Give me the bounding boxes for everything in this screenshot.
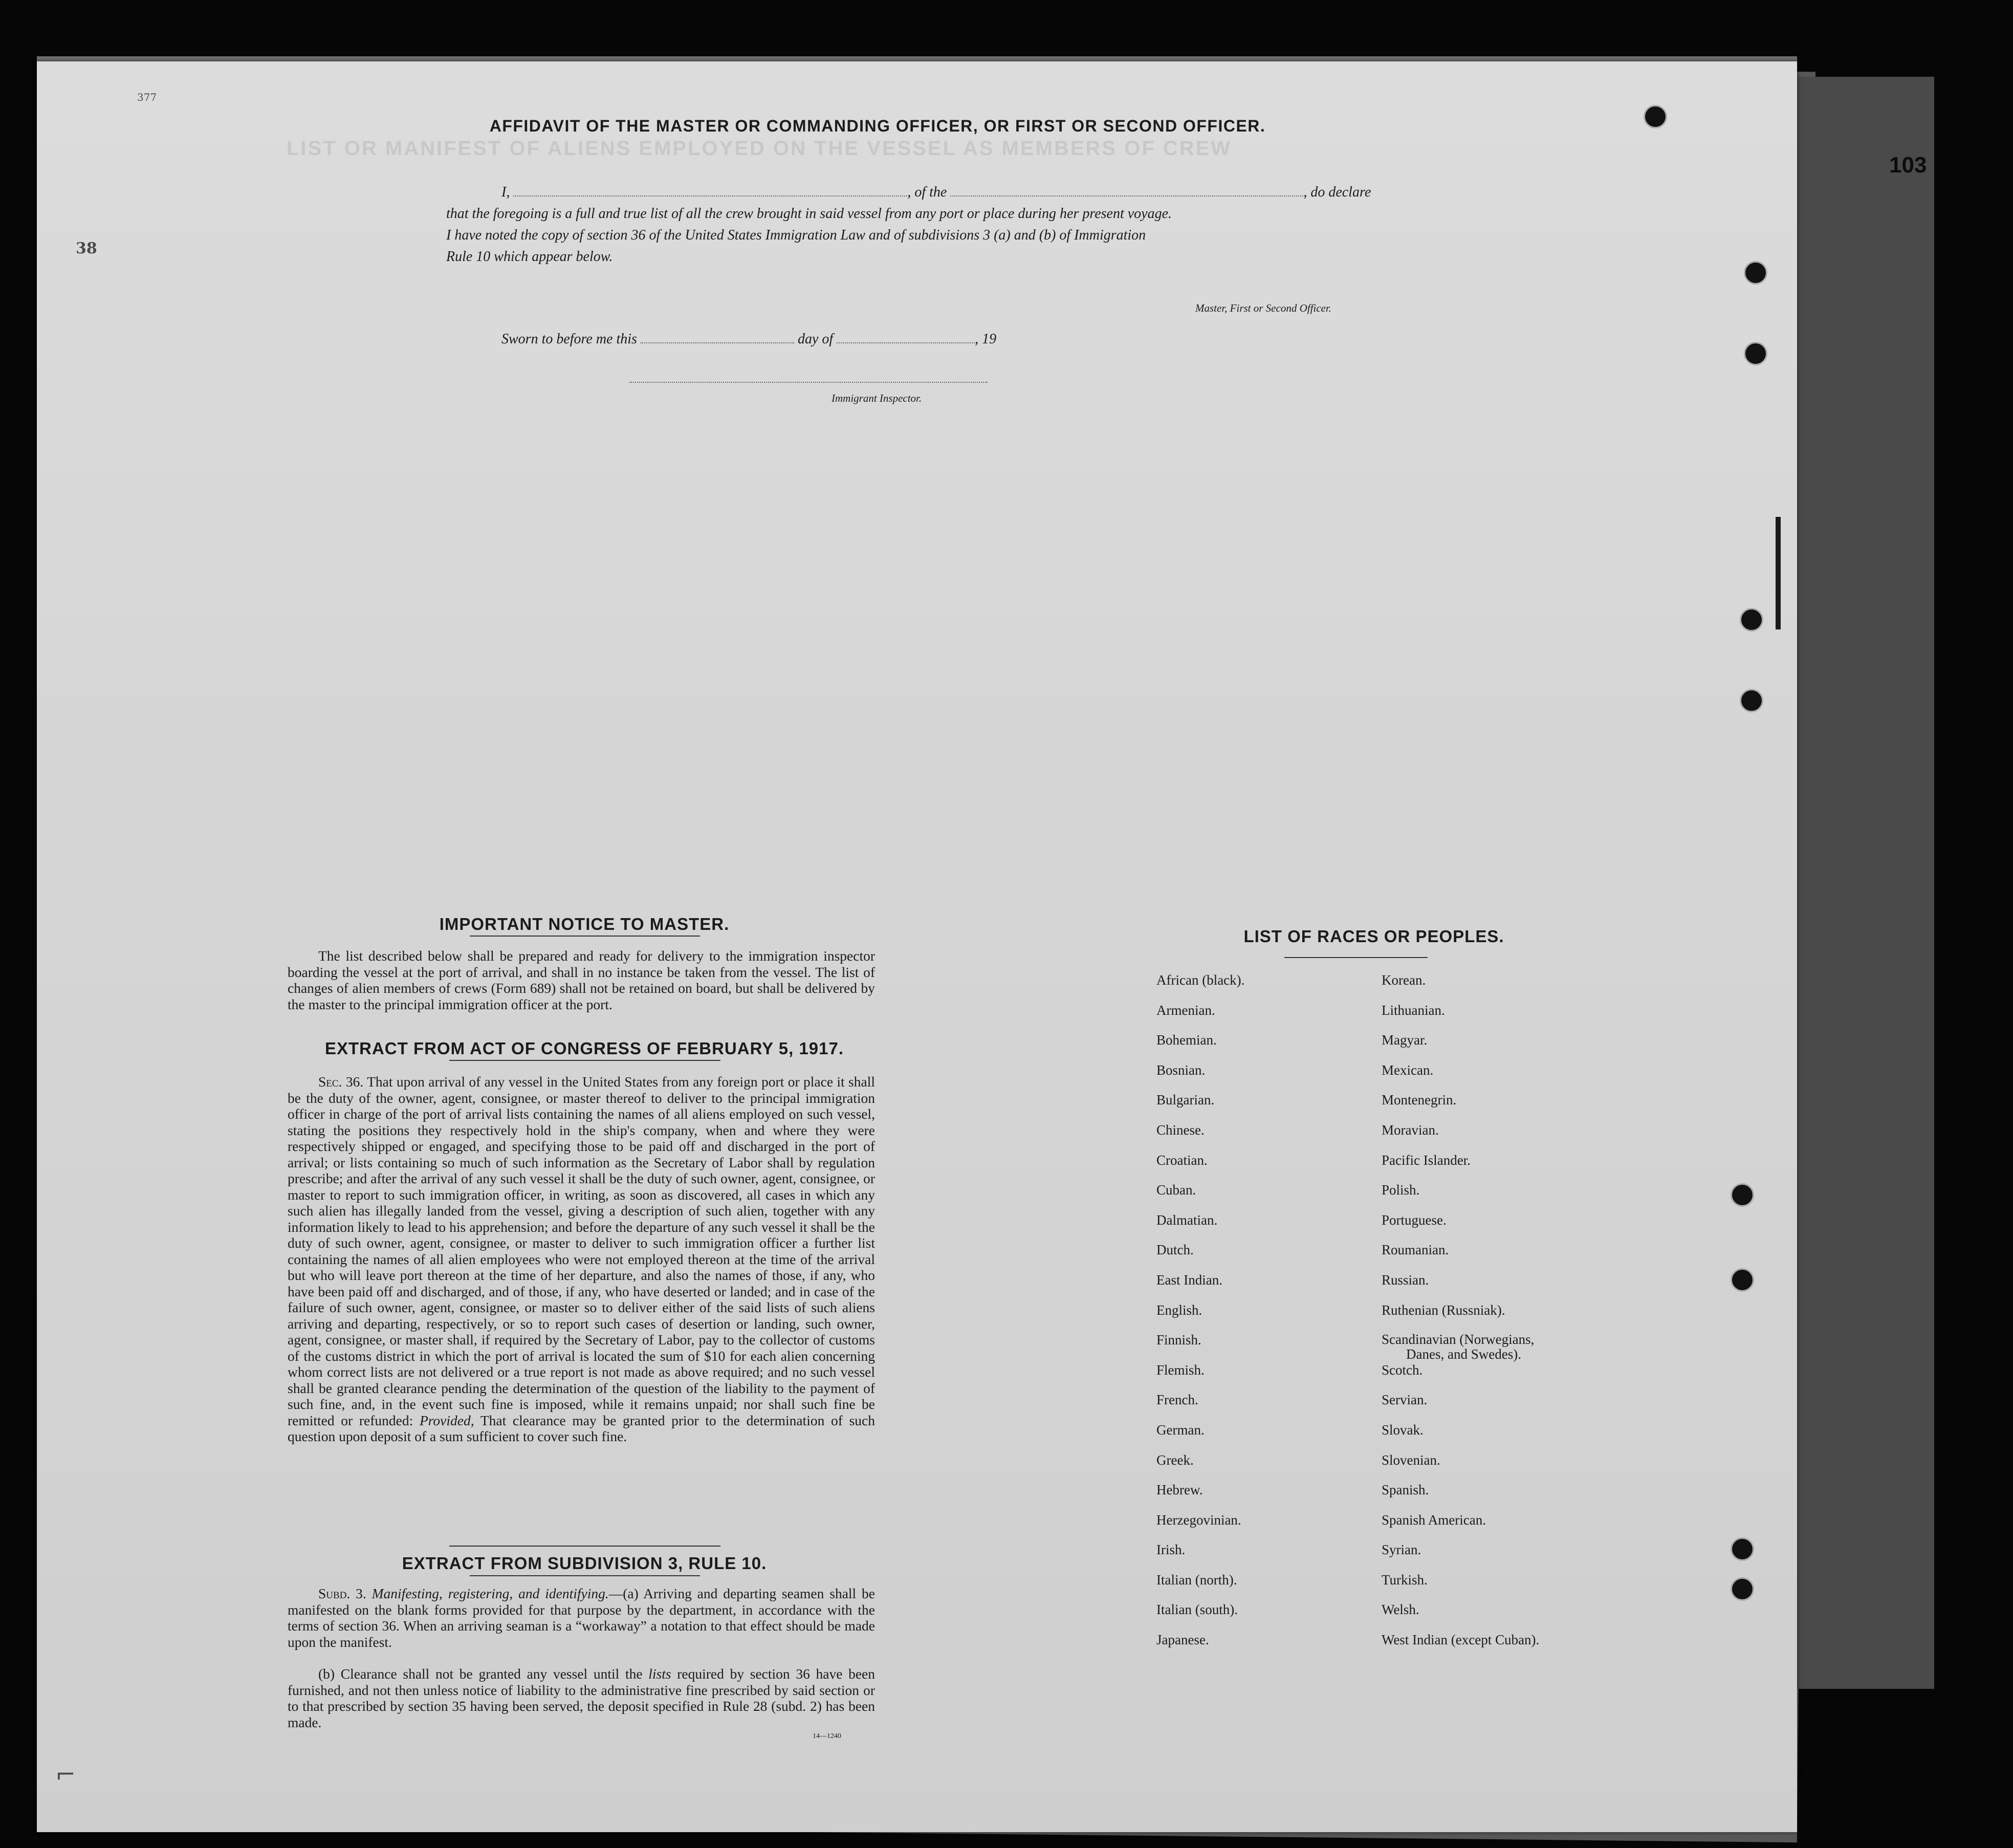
race-item: German.	[1156, 1422, 1205, 1438]
race-item: Bohemian.	[1156, 1032, 1217, 1048]
race-item: Herzegovinian.	[1156, 1512, 1241, 1528]
race-item: Cuban.	[1156, 1182, 1196, 1198]
race-item: Syrian.	[1382, 1542, 1421, 1558]
race-item: Montenegrin.	[1382, 1092, 1457, 1108]
extract-rule-subd-a	[288, 1585, 875, 1650]
race-item: Bulgarian.	[1156, 1092, 1215, 1108]
divider	[1284, 957, 1428, 958]
divider	[449, 1546, 720, 1547]
affidavit-line-1	[501, 184, 1371, 201]
vessel-blank[interactable]	[950, 191, 1303, 197]
binder-hole	[1731, 1268, 1754, 1292]
day-blank[interactable]	[641, 338, 794, 343]
binder-hole	[1731, 1537, 1754, 1561]
sec-label: Sec. 36.	[318, 1074, 364, 1090]
race-item: Croatian.	[1156, 1152, 1208, 1168]
race-item: Armenian.	[1156, 1002, 1215, 1018]
subd-b-text-2: required by section 36 have been furnished, and not then unless notice of liability to the administrative fine prescribed by said section or to that prescribed by section 35 having been served, the deposit specified in Rule 28 (subd. 2) has been made.	[288, 1666, 876, 1730]
affidavit-do-declare: , do declare	[1303, 184, 1371, 200]
binder-hole	[1740, 689, 1763, 712]
margin-stroke	[1776, 517, 1781, 629]
races-title: LIST OF RACES OR PEOPLES.	[1243, 927, 1504, 946]
races-left-column	[1156, 972, 1244, 1662]
sworn-line	[501, 331, 996, 347]
race-item: Scotch.	[1382, 1362, 1423, 1378]
name-blank[interactable]	[513, 191, 907, 197]
race-item: Korean.	[1382, 972, 1426, 988]
left-margin-mark: 38	[76, 240, 97, 257]
race-item: Scandinavian (Norwegians,	[1382, 1332, 1535, 1347]
race-item-scandinavian	[1382, 1332, 1539, 1362]
race-item: Mexican.	[1382, 1062, 1434, 1078]
affidavit-line-3: I have noted the copy of section 36 of the United States Immigration Law and of subdivisions 3 (a) and (b) of Immigration	[446, 227, 1146, 243]
race-item: Roumanian.	[1382, 1242, 1449, 1258]
race-item: English.	[1156, 1302, 1202, 1318]
race-item: West Indian (except Cuban).	[1382, 1632, 1540, 1648]
subd-b-lists: lists	[648, 1666, 671, 1682]
race-item: French.	[1156, 1392, 1198, 1408]
provided-word: Provided,	[419, 1412, 474, 1428]
race-item: Portuguese.	[1382, 1212, 1447, 1228]
inspector-signature-label: Immigrant Inspector.	[832, 392, 922, 404]
race-item: Turkish.	[1382, 1572, 1428, 1588]
subd-label: Subd. 3.	[318, 1585, 366, 1601]
race-item: Italian (south).	[1156, 1602, 1238, 1618]
sworn-year: , 19	[975, 331, 997, 347]
extract-act-body: That upon arrival of any vessel in the United States from any foreign port or place it shall be the duty of the owner, agent, consignee, or master thereof to deliver to the principal immigration officer in charge of the port of arrival lists containing the names of all aliens employed on such vessel, stating the positions they respectively hold in the ship's company, when and where they were respectively shipped or engaged, and specifying those to be paid off and discharged in the port of arrival; or lists containing so much of such information as the Secretary of Labor shall by regulation prescribe; and after the arrival of any such vessel it shall be the duty of such owner, agent, consignee, or master to report to such immigration officer, in writing, as soon as discovered, all cases in which any such alien has illegally landed from the vessel, giving a description of such alien, together with any information likely to lead to his apprehension; and before the departure of any such vessel it shall be the duty of such owner, agent, consignee, or master to deliver to such immigration officer a further list containing the names of all alien employees who were not employed thereon at the time of the arrival but who will leave port thereon at the time of her departure, and also the names of those, if any, who have been paid off and discharged, and of those, if any, who have deserted or landed; and in case of the failure of such owner, agent, consignee, or master so to deliver either of the said lists of such aliens arriving and departing, respectively, or so to report such cases of desertion or landing, such owner, agent, consignee, or master shall, if required by the Secretary of Labor, pay to the collector of customs of the customs district in which the port of arrival is located the sum of $10 for each alien concerning whom correct lists are not delivered or a true report is not made as above required; and no such vessel shall be granted clearance pending the determination of the question of the liability to the payment of such fine, and, in the event such fine is imposed, while it remains unpaid; nor shall such fine be remitted or refunded:	[288, 1074, 875, 1428]
race-item: Dutch.	[1156, 1242, 1194, 1258]
race-item: Italian (north).	[1156, 1572, 1237, 1588]
binder-hole	[1744, 261, 1767, 285]
race-item: Welsh.	[1382, 1602, 1419, 1618]
extract-act-title: EXTRACT FROM ACT OF CONGRESS OF FEBRUARY 5, 1917.	[324, 1039, 844, 1058]
pencil-mark: ⌐	[55, 1760, 76, 1789]
pencil-mark: )ʒ/c	[1822, 1576, 1864, 1602]
binder-hole	[1731, 1577, 1754, 1601]
form-number: 14—1240	[813, 1732, 841, 1740]
affidavit-line-2: that the foregoing is a full and true list of all the crew brought in said vessel from any port or place during her present voyage.	[446, 206, 1172, 222]
race-item: Irish.	[1156, 1542, 1186, 1558]
affidavit-i: I,	[501, 184, 510, 200]
extract-rule-subd-b	[288, 1666, 875, 1730]
binder-hole	[1644, 105, 1667, 128]
divider	[449, 1060, 720, 1061]
race-item: Hebrew.	[1156, 1482, 1203, 1498]
month-blank[interactable]	[837, 338, 975, 343]
notice-text: The list described below shall be prepared and ready for delivery to the immigration inspector boarding the vessel at the port of arrival, and shall in no instance be taken from the vessel. The list of changes of alien members of crews (Form 689) shall not be retained on board, but shall be delivered by the master to the principal immigration officer at the port.	[288, 948, 875, 1012]
race-item: Servian.	[1382, 1392, 1428, 1408]
race-item: Chinese.	[1156, 1122, 1205, 1138]
race-item: Lithuanian.	[1382, 1002, 1445, 1018]
bleed-through-heading: LIST OR MANIFEST OF ALIENS EMPLOYED ON THE VESSEL AS MEMBERS OF CREW	[287, 137, 1232, 160]
race-item: Russian.	[1382, 1272, 1429, 1288]
binder-hole	[1740, 608, 1763, 632]
extract-rule-title: EXTRACT FROM SUBDIVISION 3, RULE 10.	[402, 1554, 767, 1573]
page-number: 103	[1889, 153, 1927, 178]
race-item: Pacific Islander.	[1382, 1152, 1471, 1168]
binder-hole	[1731, 1183, 1754, 1207]
race-item: Spanish American.	[1382, 1512, 1486, 1528]
subd-a-marker: —(a)	[608, 1585, 639, 1601]
binder-hole	[1744, 342, 1767, 365]
race-item: East Indian.	[1156, 1272, 1222, 1288]
race-item: Polish.	[1382, 1182, 1420, 1198]
affidavit-of-the: , of the	[907, 184, 947, 200]
notice-title: IMPORTANT NOTICE TO MASTER.	[439, 915, 730, 933]
extract-act-text	[288, 1074, 875, 1445]
back-sheet-edge	[1781, 77, 1934, 1689]
race-item: Dalmatian.	[1156, 1212, 1218, 1228]
race-item-continuation: Danes, and Swedes).	[1406, 1346, 1521, 1362]
subd-b-marker: (b)	[318, 1666, 335, 1682]
sworn-day-of: day of	[797, 331, 834, 347]
race-item: Flemish.	[1156, 1362, 1205, 1378]
race-item: African (black).	[1156, 972, 1245, 988]
race-item: Moravian.	[1382, 1122, 1439, 1138]
race-item: Bosnian.	[1156, 1062, 1206, 1078]
extract-act-end: That clearance may be granted prior to the determination of such question upon deposit of a sum sufficient to cover such fine.	[288, 1412, 875, 1444]
master-signature-label: Master, First or Second Officer.	[1195, 302, 1331, 314]
sworn-prefix: Sworn to before me this	[501, 331, 637, 347]
affidavit-line-4: Rule 10 which appear below.	[446, 249, 613, 265]
affidavit-title: AFFIDAVIT OF THE MASTER OR COMMANDING OFFICER, OR FIRST OR SECOND OFFICER.	[489, 117, 1266, 135]
race-item: Spanish.	[1382, 1482, 1429, 1498]
races-right-column	[1382, 972, 1539, 1662]
race-item: Magyar.	[1382, 1032, 1428, 1048]
subd-heading: Manifesting, registering, and identifying.	[371, 1585, 609, 1601]
subd-a-text: Arriving and departing seamen shall be manifested on the blank forms provided for that purpose by the department, in accordance with the terms of section 36. When an arriving seaman is a “workaway” a notation to that effect should be made upon the manifest.	[288, 1585, 875, 1650]
race-item: Slovenian.	[1382, 1452, 1440, 1468]
divider	[470, 1575, 700, 1576]
race-item: Greek.	[1156, 1452, 1194, 1468]
race-item: Ruthenian (Russniak).	[1382, 1302, 1505, 1318]
top-left-mark: 377	[137, 91, 157, 103]
subd-b-text-1: Clearance shall not be granted any vessel until the	[340, 1666, 643, 1682]
race-item: Finnish.	[1156, 1332, 1201, 1348]
race-item: Slovak.	[1382, 1422, 1424, 1438]
divider	[470, 936, 700, 937]
race-item: Japanese.	[1156, 1632, 1209, 1648]
inspector-signature-blank[interactable]	[629, 378, 988, 383]
